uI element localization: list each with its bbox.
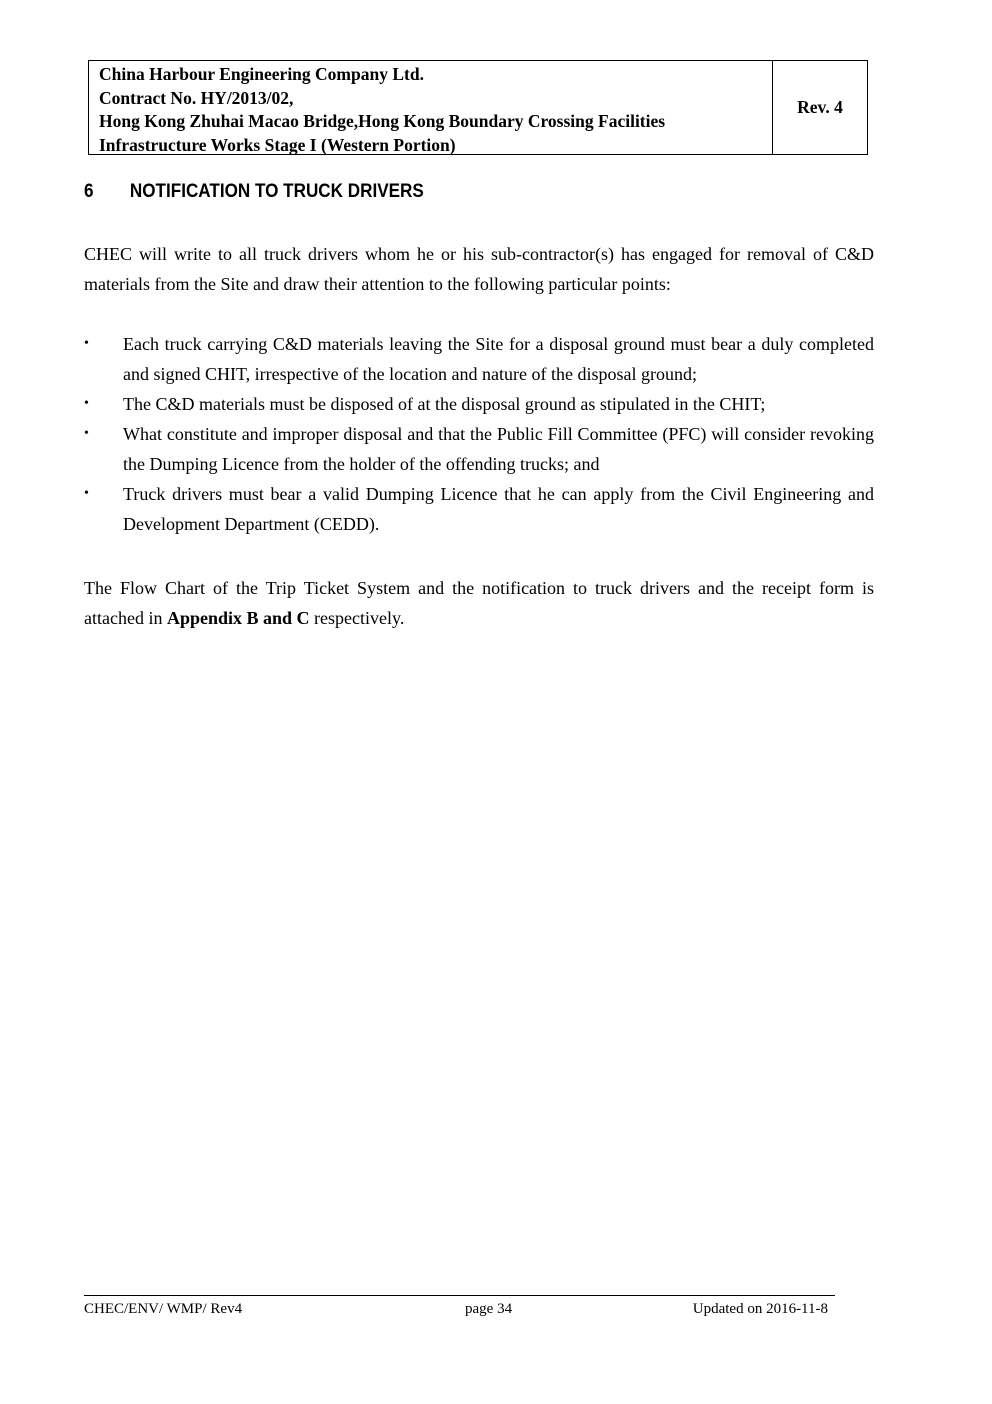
page-number: page 34 [465, 1301, 513, 1317]
list-item [84, 389, 874, 419]
section-title: NOTIFICATION TO TRUCK DRIVERS [129, 181, 424, 202]
bullet-icon: • [84, 396, 89, 411]
header-works: Infrastructure Works Stage I (Western Portion) [99, 134, 456, 155]
list-item [84, 329, 874, 389]
bullet-list [84, 329, 874, 539]
list-item-text: What constitute and improper disposal and that the Public Fill Committee (PFC) will consider revoking the Dumping Licence from the holder of the offending trucks; and [123, 424, 874, 474]
intro-paragraph: CHEC will write to all truck drivers whom he or his sub-contractor(s) has engaged for removal of C&D materials from the Site and draw their attention to the following particular points: [84, 244, 874, 294]
header-revision: Rev. 4 [797, 97, 843, 117]
header-project: Hong Kong Zhuhai Macao Bridge,Hong Kong Boundary Crossing Facilities [99, 111, 666, 131]
section-body [84, 239, 874, 633]
list-item [84, 419, 874, 479]
header-company: China Harbour Engineering Company Ltd. [99, 64, 424, 84]
closing-paragraph [84, 573, 874, 633]
closing-text-end: respectively. [309, 608, 405, 628]
update-date: Updated on 2016-11-8 [692, 1301, 828, 1317]
document-code: CHEC/ENV/ WMP/ Rev4 [84, 1301, 243, 1317]
appendix-reference: Appendix B and C [166, 608, 310, 628]
header-contract: Contract No. HY/2013/02, [99, 87, 294, 108]
footer-divider [84, 1295, 835, 1296]
header-project-info [89, 61, 773, 154]
list-item-text: The C&D materials must be disposed of at the disposal ground as stipulated in the CHIT; [123, 394, 766, 414]
list-item-text: Truck drivers must bear a valid Dumping Licence that he can apply from the Civil Engineering and Development Department (CEDD). [123, 484, 874, 534]
document-header [88, 60, 868, 155]
bullet-icon: • [84, 426, 89, 441]
bullet-icon: • [84, 336, 89, 351]
closing-text: The Flow Chart of the Trip Ticket System and the notification to truck drivers and the receipt form is attached in [84, 578, 874, 628]
bullet-icon: • [84, 486, 89, 501]
list-item [84, 479, 874, 539]
section-number: 6 [84, 181, 94, 202]
list-item-text: Each truck carrying C&D materials leaving the Site for a disposal ground must bear a duly completed and signed CHIT, irrespective of the location and nature of the disposal ground; [123, 334, 874, 384]
section-heading [84, 181, 424, 203]
